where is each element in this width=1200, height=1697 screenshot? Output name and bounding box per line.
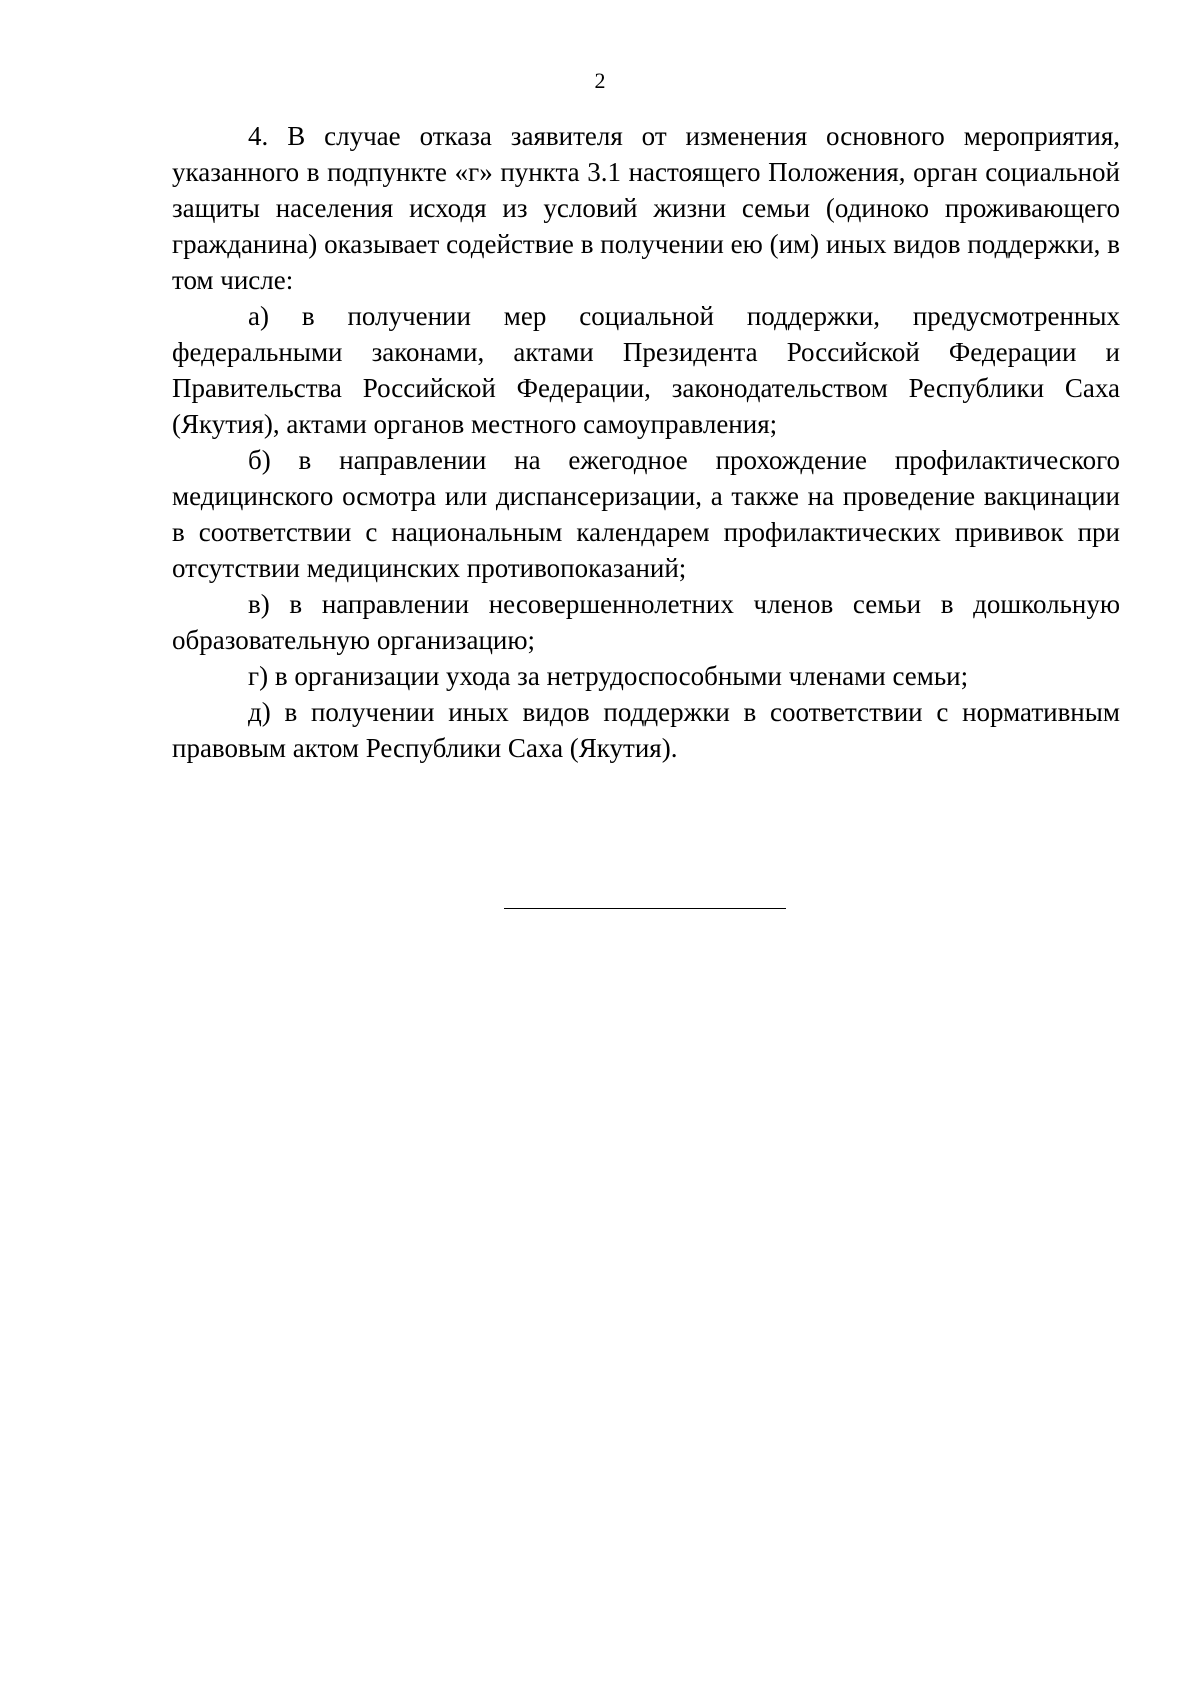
- document-body: [172, 118, 1120, 766]
- page-number: 2: [594, 68, 606, 93]
- paragraph-4: 4. В случае отказа заявителя от изменения основного мероприятия, указанного в подпункте «г» пункта 3.1 настоящего Положения, орган социальной защиты населения исходя из условий жизни семьи (одиноко проживающего гражданина) оказывает содействие в получении ею (им) иных видов поддержки, в том числе:: [172, 121, 1120, 295]
- end-of-text-divider: [504, 908, 786, 909]
- subparagraph-b: б) в направлении на ежегодное прохождение профилактического медицинского осмотра или диспансеризации, а также на проведение вакцинации в соответствии с национальным календарем профилактических прививок при отсутствии медицинских противопоказаний;: [172, 445, 1120, 583]
- subparagraph-d: д) в получении иных видов поддержки в соответствии с нормативным правовым актом Республики Саха (Якутия).: [172, 697, 1120, 763]
- subparagraph-v: в) в направлении несовершеннолетних членов семьи в дошкольную образовательную организацию;: [172, 589, 1120, 655]
- subparagraph-g: г) в организации ухода за нетрудоспособными членами семьи;: [248, 661, 969, 691]
- subparagraph-a: а) в получении мер социальной поддержки, предусмотренных федеральными законами, актами Президента Российской Федерации и Правительства Российской Федерации, законодательством Республики Саха (Якутия), актами органов местного самоуправления;: [172, 301, 1120, 439]
